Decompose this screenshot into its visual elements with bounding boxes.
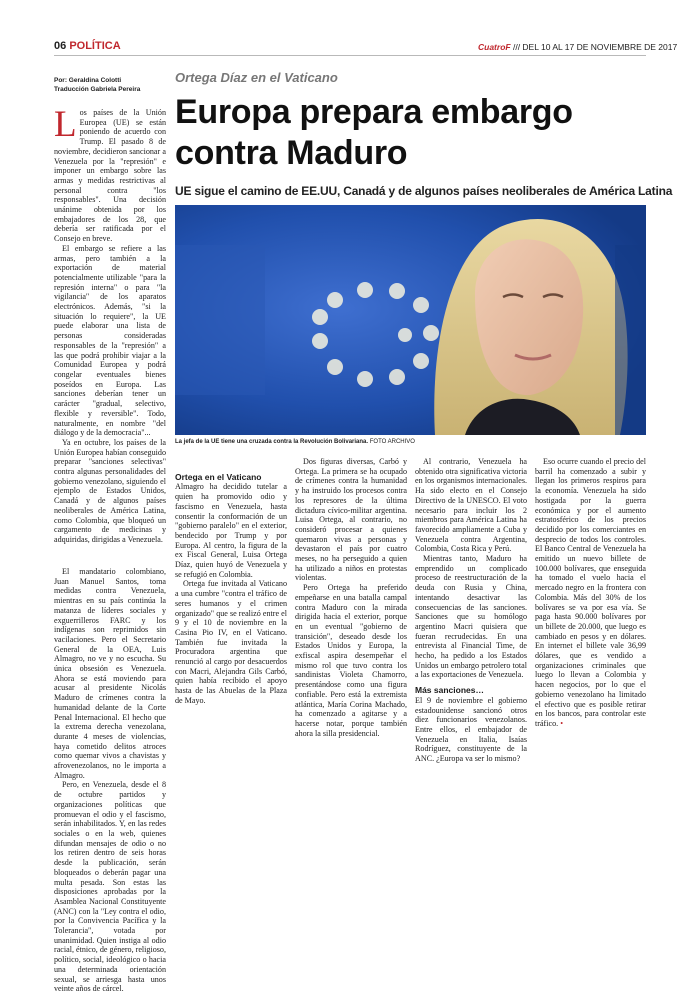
paragraph (175, 457, 287, 467)
photo-credit: FOTO ARCHIVO (369, 439, 415, 445)
date-line: /// DEL 10 AL 17 DE NOVIEMBRE DE 2017 (512, 42, 678, 52)
photo-caption (175, 439, 415, 445)
page-number: 06 (54, 40, 67, 52)
paragraph-text: Eso ocurre cuando el precio del barril ha comenzado a subir y llegan los primeros respiros para la economía. Venezuela ha sido hostigada por la guerra económica y por el aumento estratosférico de los precios decidido por los comerciantes en desprecio de todos los controles. El Banco Central de Venezuela ha emitido un nuevo billete de 100.000 bolívares, que enseguida ha tomado el vuelo hacia el mercado negro en la frontera con Colombia. Más del 30% de los bolívares se va por esa vía. Se paga hasta 90.000 bolívares por un billete de 20.000, que luego es cambiado en pesos y en dólares. En internet el billete vale 36,99 dólares, que es vendido a organizaciones criminales que luego lo llevan a Colombia y hacen negocios, por lo que el gobierno venezolano ha limitado el efectivo que es posible retirar en los bancos, para controlar este tráfico. (535, 457, 646, 728)
publication-logo: CuatroF (478, 42, 511, 52)
paragraph: El embargo se refiere a las armas, pero también a la exportación de material potencialmente utilizable "para la represión interna" o para "la vigilancia" de los aparatos electrónicos. Además, "si la situación lo requiere", la UE puede elaborar una lista de personas consideradas responsables de la "represión" a las que podrá prohibir viajar a la Comunidad Europea y podrá congelar eventuales bienes poseídos en Europa. Las sanciones deberían tener un carácter "gradual, selectivo, flexible y reversible". Todo, naturalmente, en nombre "del diálogo y de la democracia"... (54, 243, 166, 438)
translator: Traducción Gabriela Pereira (54, 86, 141, 93)
subheading: Más sanciones… (415, 685, 484, 696)
paragraph (535, 457, 646, 729)
paragraph: El 9 de noviembre el gobierno estadounidense sancionó otros diez funcionarios venezolanos. Entre ellos, el embajador de Venezuela en Italia, Isaías Rodríguez, constituyente de la ANC. ¿Europa va ser lo mismo? (415, 695, 527, 764)
caption-text: La jefa de la UE tiene una cruzada contra la Revolución Bolivariana. (175, 439, 369, 445)
headline-line-2: contra Maduro (175, 134, 408, 172)
photo-illustration (175, 205, 646, 435)
paragraph: Pero Ortega ha preferido empeñarse en una batalla campal contra Maduro con la mirada dirigida hacia el exterior, porque en un eventual "gobierno de transición", deseado desde los Estados Unidos y Europa, la exfiscal aspira desempeñar el mismo rol que tuvo contra los sandinistas Violeta Chamorro, presentándose como una figura confiable. Pero está la extremista atlántica, María Corina Machado, ha comenzado a agitarse y a hacerse notar, porque también ahora la silla presidencial. (295, 583, 407, 738)
paragraph: Ya en octubre, los países de la Unión Europea habían conseguido preparar "sanciones selectivas" contra algunas personalidades del gobierno venezolano, siguiendo el ejemplo de Estados Unidos, Canadá y de algunos países neoliberales de América Latina, como Colombia, que bloqueó un cargamento de medicinas y adquiridas, dirigidas a Venezuela. (54, 437, 166, 544)
header-rule (54, 55, 646, 56)
drop-cap: L (54, 104, 77, 145)
subhead: UE sigue el camino de EE.UU, Canadá y de algunos países neoliberales de América Latina (175, 184, 673, 198)
article-photo (175, 205, 646, 435)
paragraph: Mientras tanto, Maduro ha emprendido un complicado proceso de reestructuración de la deuda con Rusia y China, intentando desactivar las consecuencias de las sanciones. Sanciones que su homólogo argentino Macri quisiera que fueran recrudecidas. En una entrevista al Financial Time, de hecho, ha pedido a los Estados Unidos un embargo petrolero total a las exportaciones de Venezuela. (415, 554, 527, 680)
subheading: Ortega en el Vaticano (175, 471, 262, 482)
column-2 (54, 567, 166, 994)
paragraph (54, 104, 166, 244)
section-name: POLÍTICA (69, 40, 121, 52)
column-3 (175, 457, 287, 706)
paragraph: El mandatario colombiano, Juan Manuel Santos, toma medidas contra Venezuela, mientras en su país continúa la matanza de líderes sociales y exguerrilleros FARC y los indígenas son reprimidos sin vacilaciones. Pero el Secretario General de la OEA, Luis Almagro, no ve y no escucha. Su única obsesión es Venezuela. Ahora se está moviendo para acusar al presidente Nicolás Maduro de crímenes contra la humanidad delante de la Corte Penal Internacional. El hecho que la extrema derecha venezolana, durante 4 meses de violencias, haya cometido delitos atroces como quemar vivos a chavistas y afrovenezolanos, no le importa a Almagro. (54, 567, 166, 780)
page-header-right (478, 42, 677, 52)
headline (175, 92, 655, 174)
paragraph-text: os países de la Unión Europea (UE) se están poniendo de acuerdo con Trump. El pasado 8 de noviembre, decidieron sancionar a Venezuela por la "represión" e imponer un embargo sobre las armas y medidas restrictivas al personal contra "los responsables". Una decisión unánime obtenida por los embajadores de los 28, que debería ser ratificada por el Consejo en breve. (54, 108, 166, 244)
author: Por: Geraldina Colotti (54, 77, 122, 84)
byline (54, 76, 140, 94)
headline-line-1: Europa prepara embargo (175, 93, 573, 131)
paragraph: Ortega fue invitada al Vaticano a una cumbre "contra el tráfico de seres humanos y el crimen organizado" que se realizó entre el 9 y el 10 de noviembre en la Casina Pio IV, en el Vaticano. También fue invitada la Procuradora argentina que renunció al cargo por desacuerdos con Macri, Alejandra Gils Carbó, quien había recibido el apoyo hasta de las Abuelas de la Plaza de Mayo. (175, 579, 287, 705)
paragraph: Almagro ha decidido tutelar a quien ha promovido odio y fascismo en Venezuela, hasta consentir la conformación de un "gobierno paralelo" en el exterior, bendecido por Trump y por Europa. Al centro, la figura de la ex Fiscal General, Luisa Ortega Díaz, quien huyó de Venezuela y se refugió en Colombia. (175, 482, 287, 579)
column-6 (535, 457, 646, 729)
end-mark: • (560, 718, 564, 728)
kicker: Ortega Díaz en el Vaticano (175, 70, 338, 85)
page-header-left (54, 40, 121, 52)
paragraph: Dos figuras diversas, Carbó y Ortega. La primera se ha ocupado de crímenes contra la humanidad y ha instruido los procesos contra los represores de la última dictadura cívico-militar argentina. Luisa Ortega, al contrario, no consideró procesar a quienes quemaron vivas a personas y devastaron el país por cuatro meses, no ha perseguido a quien ha utilizado a niños en protestas violentas. (295, 457, 407, 583)
paragraph: Pero, en Venezuela, desde el 8 de octubre partidos y organizaciones políticas que promuevan el odio y el fascismo, serán inhabilitados. Y, en las redes sociales o en la web, quienes difundan mensajes de odio o no los retiren dentro de seis horas desde la publicación, serán bloqueados o deberán pagar una multa pesada. Son estas las disposiciones aprobadas por la Asamblea Nacional Constituyente (ANC) con la "Ley contra el odio, por la Convivencia Pacífica y la Tolerancia", votada por unanimidad. Quien instiga al odio racial, étnico, de género, religioso, político, social, ideológico o hacia una determinada orientación sexual, se arriesga hasta unos veinte años de cárcel. (54, 780, 166, 994)
column-1 (54, 104, 166, 545)
paragraph: Al contrario, Venezuela ha obtenido otra significativa victoria en los organismos internacionales. Ha sido electo en el Consejo Directivo de la UNESCO. El voto necesario para incluir los 2 miembros para América Latina ha favorecido ampliamente a Cuba y Venezuela contra Argentina, Colombia, Costa Rica y Perú. (415, 457, 527, 554)
column-4 (295, 457, 407, 738)
column-5 (415, 457, 527, 764)
